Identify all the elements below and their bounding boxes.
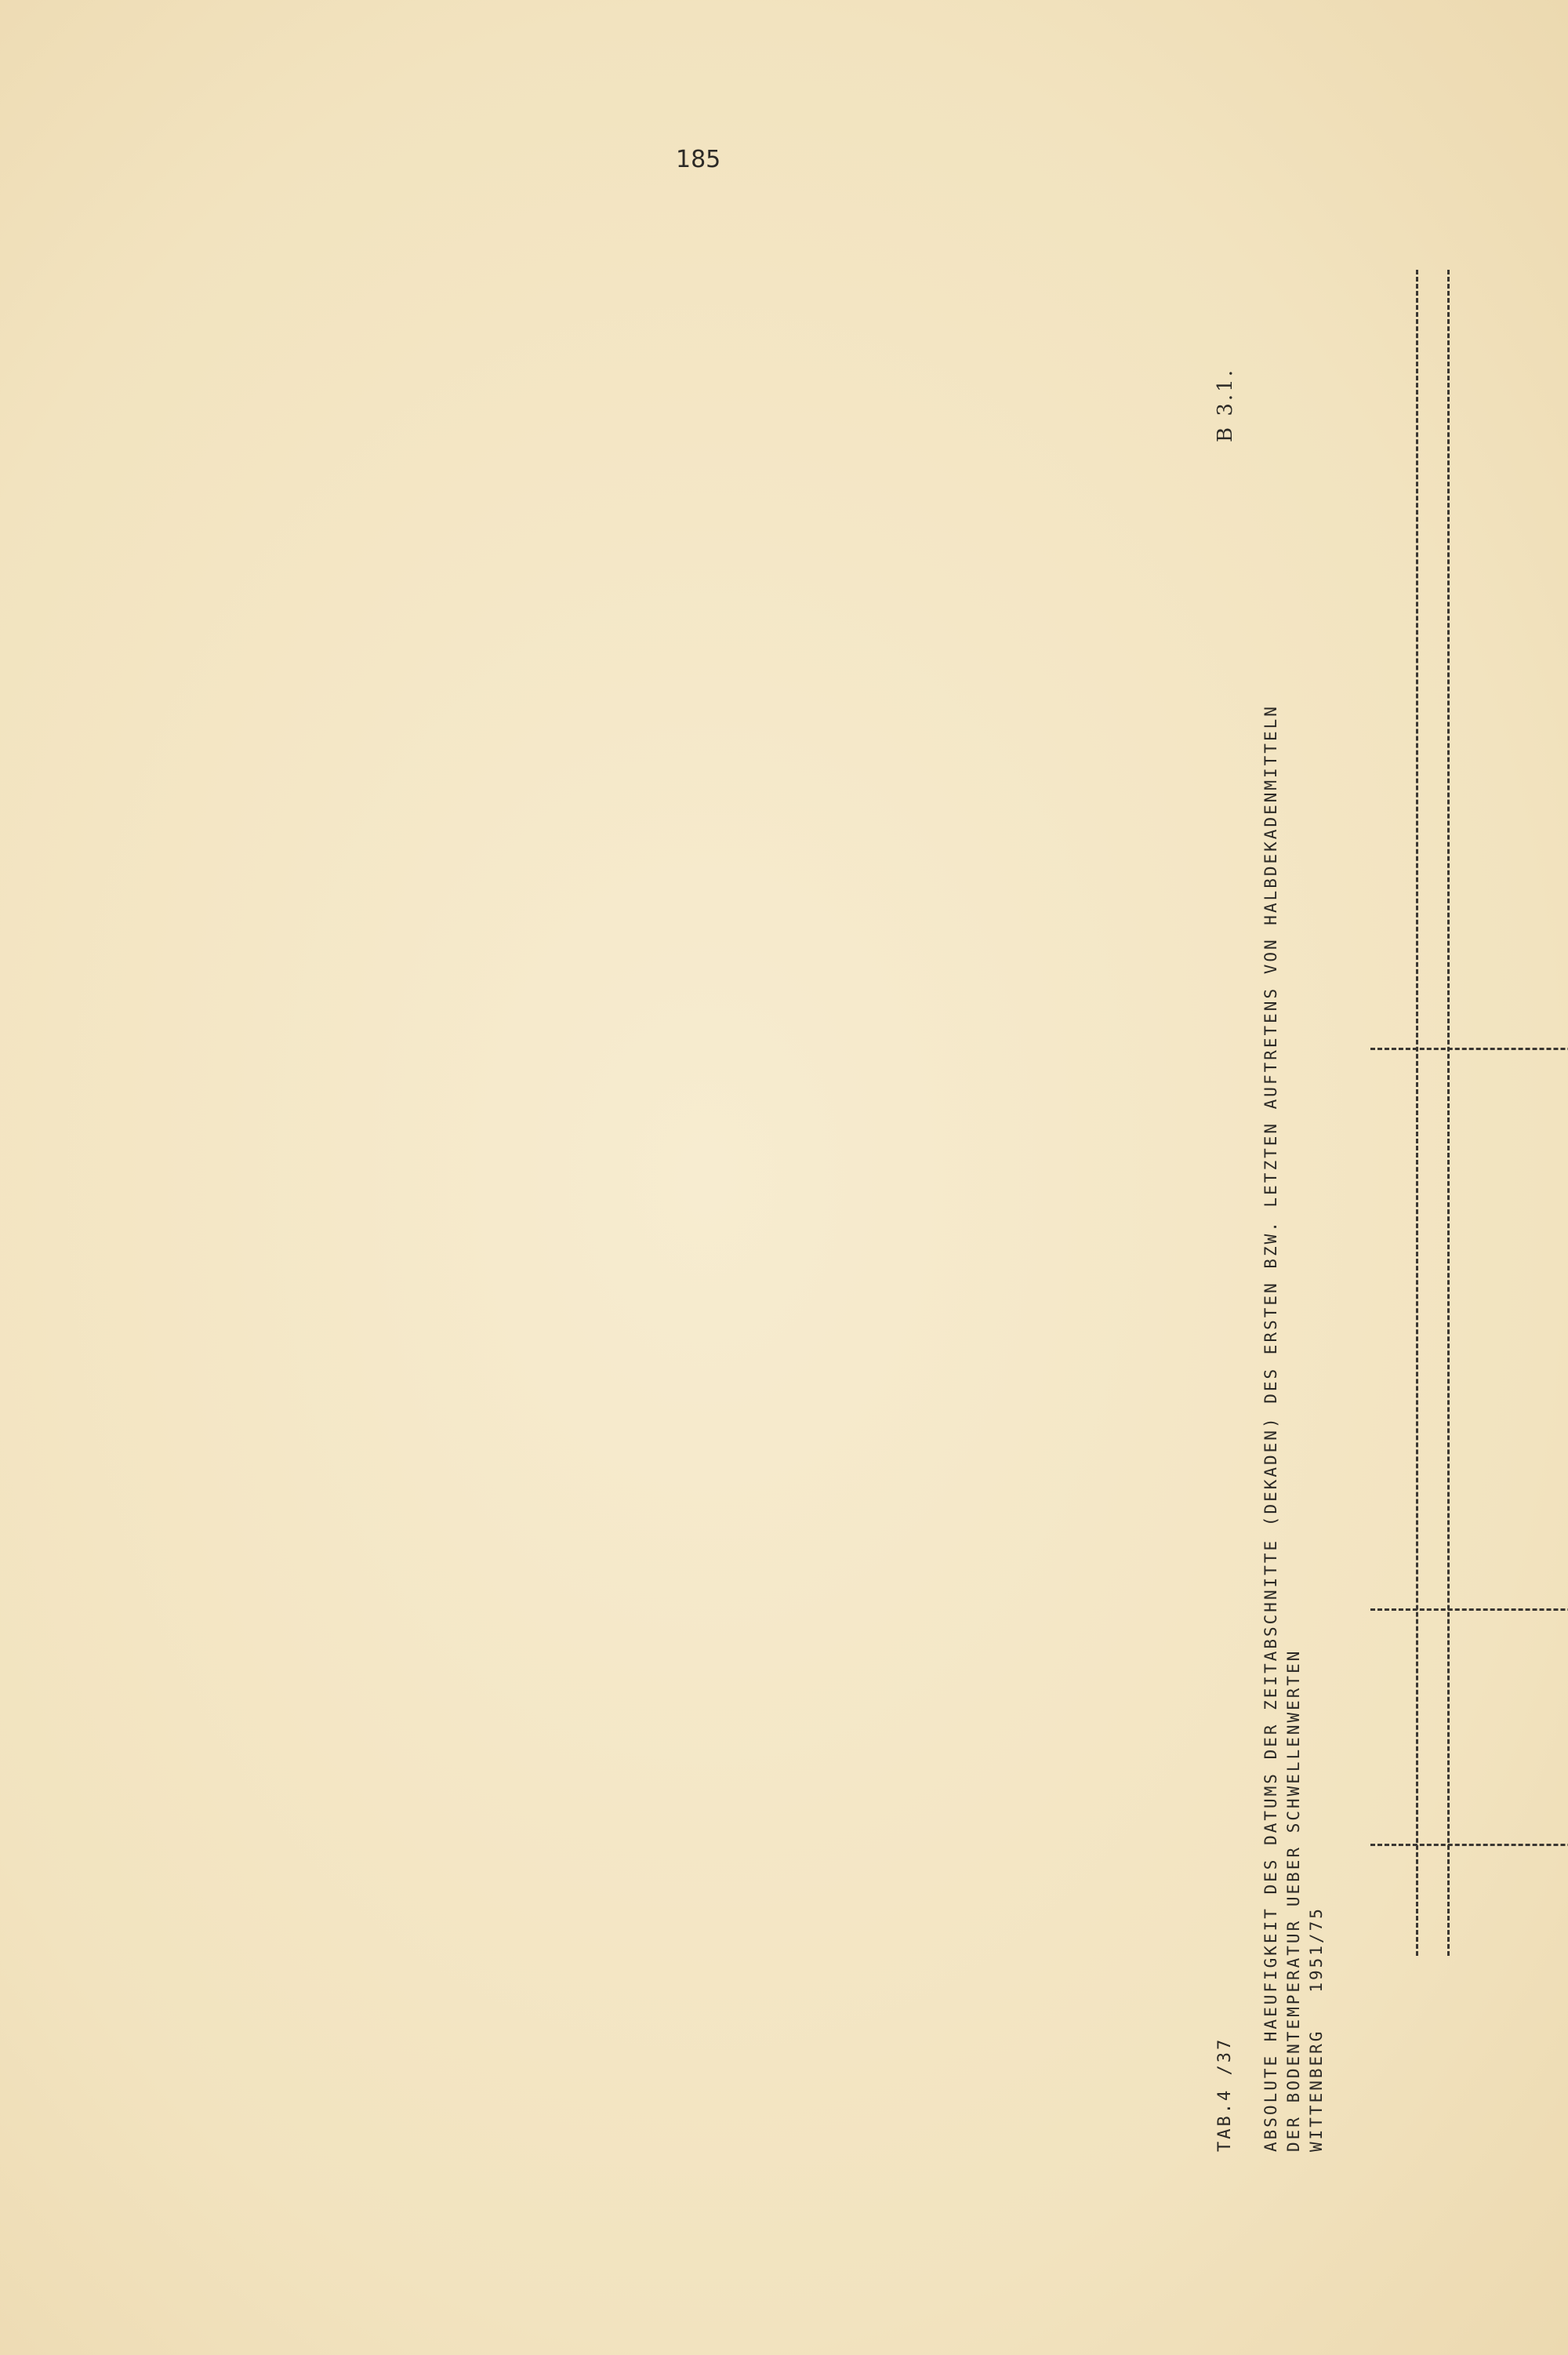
table-id: TAB.4 /37 xyxy=(1215,2037,1235,2152)
title-line-2: DER BODENTEMPERATUR UEBER SCHWELLENWERTEN xyxy=(1284,1648,1303,2152)
header-dashed-rule xyxy=(1416,270,1418,1956)
group-divider xyxy=(1370,1048,1568,1050)
section-ref: B 3.1. xyxy=(1214,368,1237,442)
title-line-3: WITTENBERG 1951/75 xyxy=(1307,1906,1326,2152)
rotated-table-page xyxy=(1214,215,1568,2152)
dekade-divider xyxy=(1370,1608,1568,1611)
top-dashed-rule xyxy=(1447,270,1450,1956)
title-line-1: ABSOLUTE HAEUFIGKEIT DES DATUMS DER ZEITABSCHNITTE (DEKADEN) DES ERSTEN BZW. LETZTEN AUFTRETENS VON HALBDEKADENMITTELN xyxy=(1261,704,1280,2152)
left-frame xyxy=(1370,1844,1568,1846)
page-number: 185 xyxy=(676,146,721,173)
